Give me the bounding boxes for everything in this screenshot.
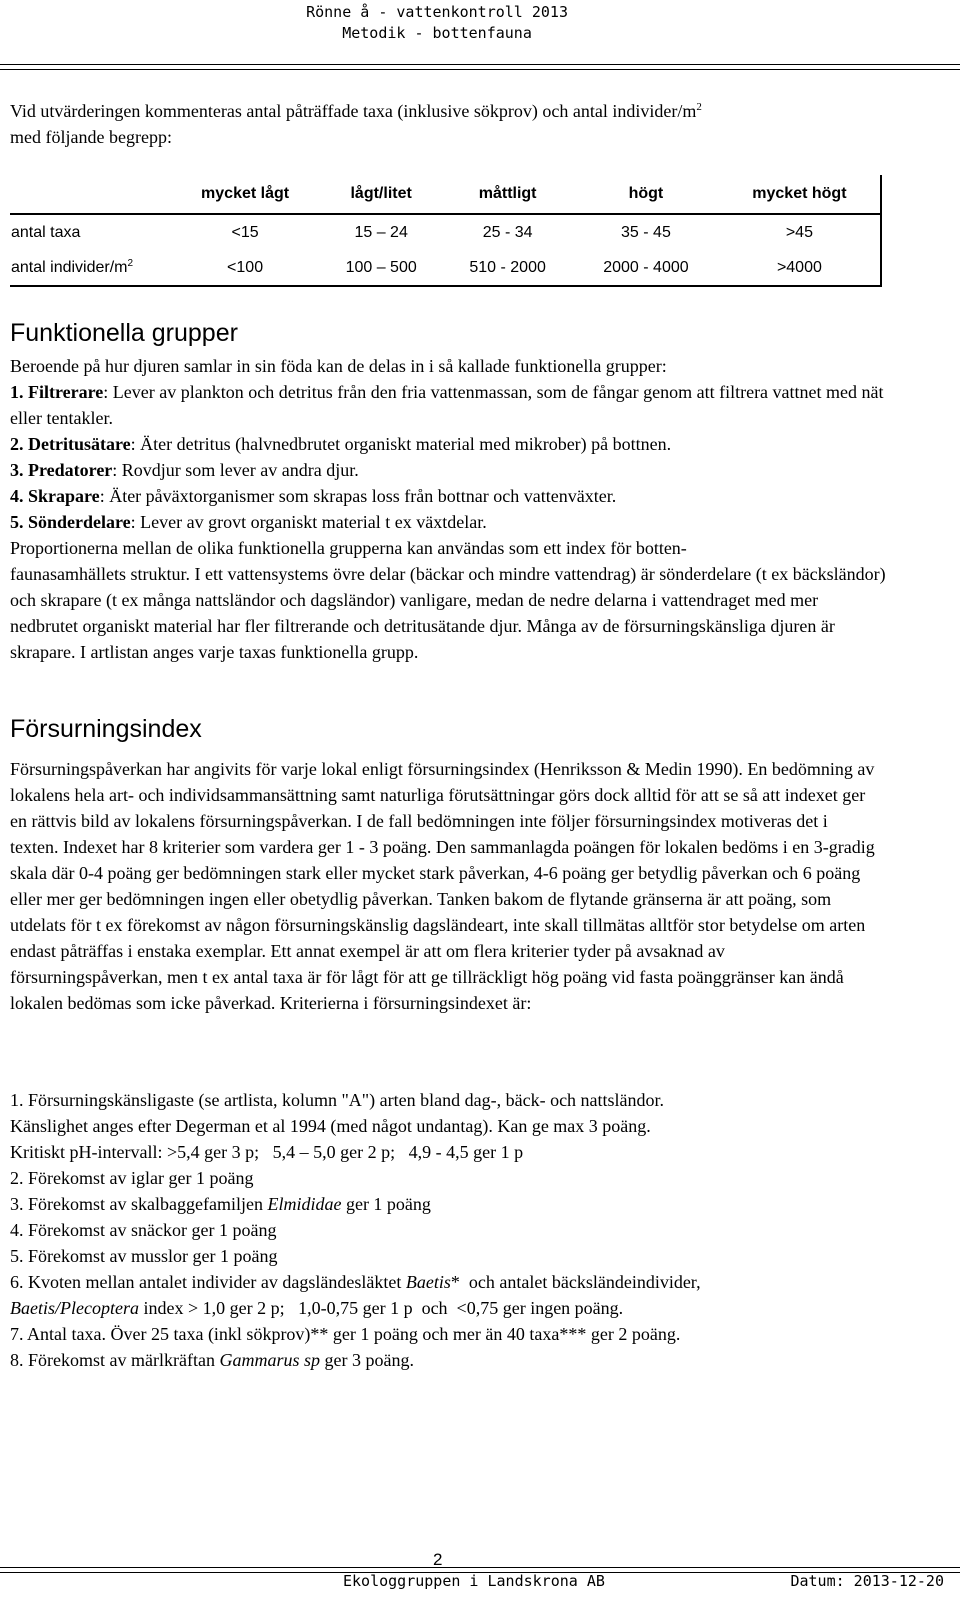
list-item: 8. Förekomst av märlkräftan Gammarus sp ger 3 poäng.	[10, 1350, 414, 1370]
table-row	[10, 250, 881, 286]
fg-intro: Beroende på hur djuren samlar in sin föda kan de delas in i så kallade funktionella grupper:	[10, 356, 667, 376]
table-cell: >4000	[719, 250, 881, 286]
list-item: 3. Predatorer: Rovdjur som lever av andra djur.	[10, 460, 359, 480]
section-heading-acid-index: Försurningsindex	[10, 715, 202, 743]
table-cell: 15 – 24	[354, 223, 408, 241]
list-item: 2. Förekomst av iglar ger 1 poäng	[10, 1168, 254, 1188]
table-cell: >45	[719, 214, 881, 250]
criteria-list	[10, 1087, 900, 1373]
list-item: 3. Förekomst av skalbaggefamiljen Elmididae ger 1 poäng	[10, 1194, 431, 1214]
list-item: 1. Filtrerare: Lever av plankton och detritus från den fria vattenmassan, som de fångar genom att filtrera vattnet med nät eller tentakler.	[10, 382, 884, 428]
header-rule	[0, 64, 960, 70]
table-cell: 35 - 45	[621, 223, 671, 241]
table-cell: <100	[170, 250, 320, 286]
fg-paragraph: Proportionerna mellan de olika funktionella grupperna kan användas som ett index för botten- faunasamhällets struktur. I ett vattensystems övre delar (bäckar och mindre vattendrag) är sönderdelare (t ex bäcksländor) och skrapare (t ex många nattsländor och dagsländor) vanligare, medan de nedre delarna i vattendraget med mer nedbrutet organiskt material har fler filtrerande och detritusätande djur. Många av de försurningskänsliga djuren är skrapare. I artlistan anges varje taxas funktionella grupp.	[10, 538, 886, 662]
list-item: 4. Skrapare: Äter påväxtorganismer som skrapas loss från bottnar och vattenväxter.	[10, 486, 617, 506]
list-item: 5. Sönderdelare: Lever av grovt organiskt material t ex växtdelar.	[10, 512, 487, 532]
list-item: 4. Förekomst av snäckor ger 1 poäng	[10, 1220, 277, 1240]
list-item: 5. Förekomst av musslor ger 1 poäng	[10, 1246, 278, 1266]
list-item: 6. Kvoten mellan antalet individer av dagsländesläktet Baetis* och antalet bäcksländeindivider, Baetis/Plecoptera index > 1,0 ger 2 p; 1,0-0,75 ger 1 p och <0,75 ger ingen poäng.	[10, 1272, 701, 1318]
header-subtitle: Metodik - bottenfauna	[342, 24, 532, 42]
acid-paragraph: Försurningspåverkan har angivits för varje lokal enligt försurningsindex (Henriksson & Medin 1990). En bedömning av lokalens hela art- och individsammansättning samt naturliga förutsättningar görs dock alltid för att se så att indexet ger en rättvis bild av lokalens försurningspåverkan. I de fall bedömningen inte följer försurningsindex motiveras det i texten. Indexet har 8 kriterier som vardera ger 1 - 3 poäng. Den sammanlagda poängen för lokalen bedöms i en 3-gradig skala där 0-4 poäng ger bedömningen stark eller mycket stark påverkan, 4-6 poäng ger betydlig påverkan och 6 poäng eller mer ger bedömningen ingen eller obetydlig påverkan. Tanken bakom de flytande gränserna är att poäng, som utdelats för t ex förekomst av någon försurningskänslig dagsländeart, inte skall tillmätas alltför stor betydelse om arten endast påträffas i enstaka exemplar. Ett annat exempel är att om flera kriterier tyder på avsaknad av försurningspåverkan, men t ex antal taxa är för lågt för att ge tillräckligt hög poäng vid fasta poänggränser kan ändå lokalen bedömas som icke påverkad. Kriterierna i försurningsindexet är:	[10, 759, 875, 1013]
grade-table	[10, 175, 882, 287]
grade-header: måttligt	[442, 175, 573, 214]
page-number: 2	[433, 1550, 443, 1569]
table-cell: 510 - 2000	[442, 250, 573, 286]
list-item: 2. Detritusätare: Äter detritus (halvnedbrutet organiskt material med mikrober) på bottnen.	[10, 434, 672, 454]
list-item: 1. Försurningskänsligaste (se artlista, kolumn "A") arten bland dag-, bäck- och nattsländor.	[10, 1090, 665, 1110]
acid-index-text	[10, 756, 880, 1016]
table-cell: 2000 - 4000	[573, 250, 719, 286]
header-title: Rönne å - vattenkontroll 2013	[306, 3, 568, 21]
intro-superscript: 2	[696, 101, 702, 113]
footer-date: Datum: 2013-12-20	[790, 1572, 944, 1590]
list-item: Kritiskt pH-intervall: >5,4 ger 3 p; 5,4 – 5,0 ger 2 p; 4,9 - 4,5 ger 1 p	[10, 1142, 524, 1162]
list-item: 7. Antal taxa. Över 25 taxa (inkl sökprov)** ger 1 poäng och mer än 40 taxa*** ger 2 poäng.	[10, 1324, 681, 1344]
row-label: antal taxa	[11, 223, 81, 241]
functional-groups-text	[10, 353, 890, 665]
list-item: Känslighet anges efter Degerman et al 1994 (med något undantag). Kan ge max 3 poäng.	[10, 1116, 651, 1136]
grade-header: lågt/litet	[320, 175, 442, 214]
table-cell: <15	[231, 223, 259, 241]
grade-header: mycket lågt	[170, 175, 320, 214]
grade-header: mycket högt	[719, 175, 881, 214]
footer-organization: Ekologgruppen i Landskrona AB	[343, 1572, 605, 1590]
table-cell: 25 - 34	[482, 223, 533, 241]
intro-text: Vid utvärderingen kommenteras antal påträffade taxa (inklusive sökprov) och antal individer/$m^2$ med följande begrepp:	[10, 101, 702, 147]
section-heading-functional-groups: Funktionella grupper	[10, 319, 238, 347]
page-header	[306, 2, 568, 44]
table-cell: 100 – 500	[320, 250, 442, 286]
table-row	[10, 214, 881, 250]
grade-header: högt	[573, 175, 719, 214]
row-label: antal individer/$m^2$	[10, 250, 170, 286]
